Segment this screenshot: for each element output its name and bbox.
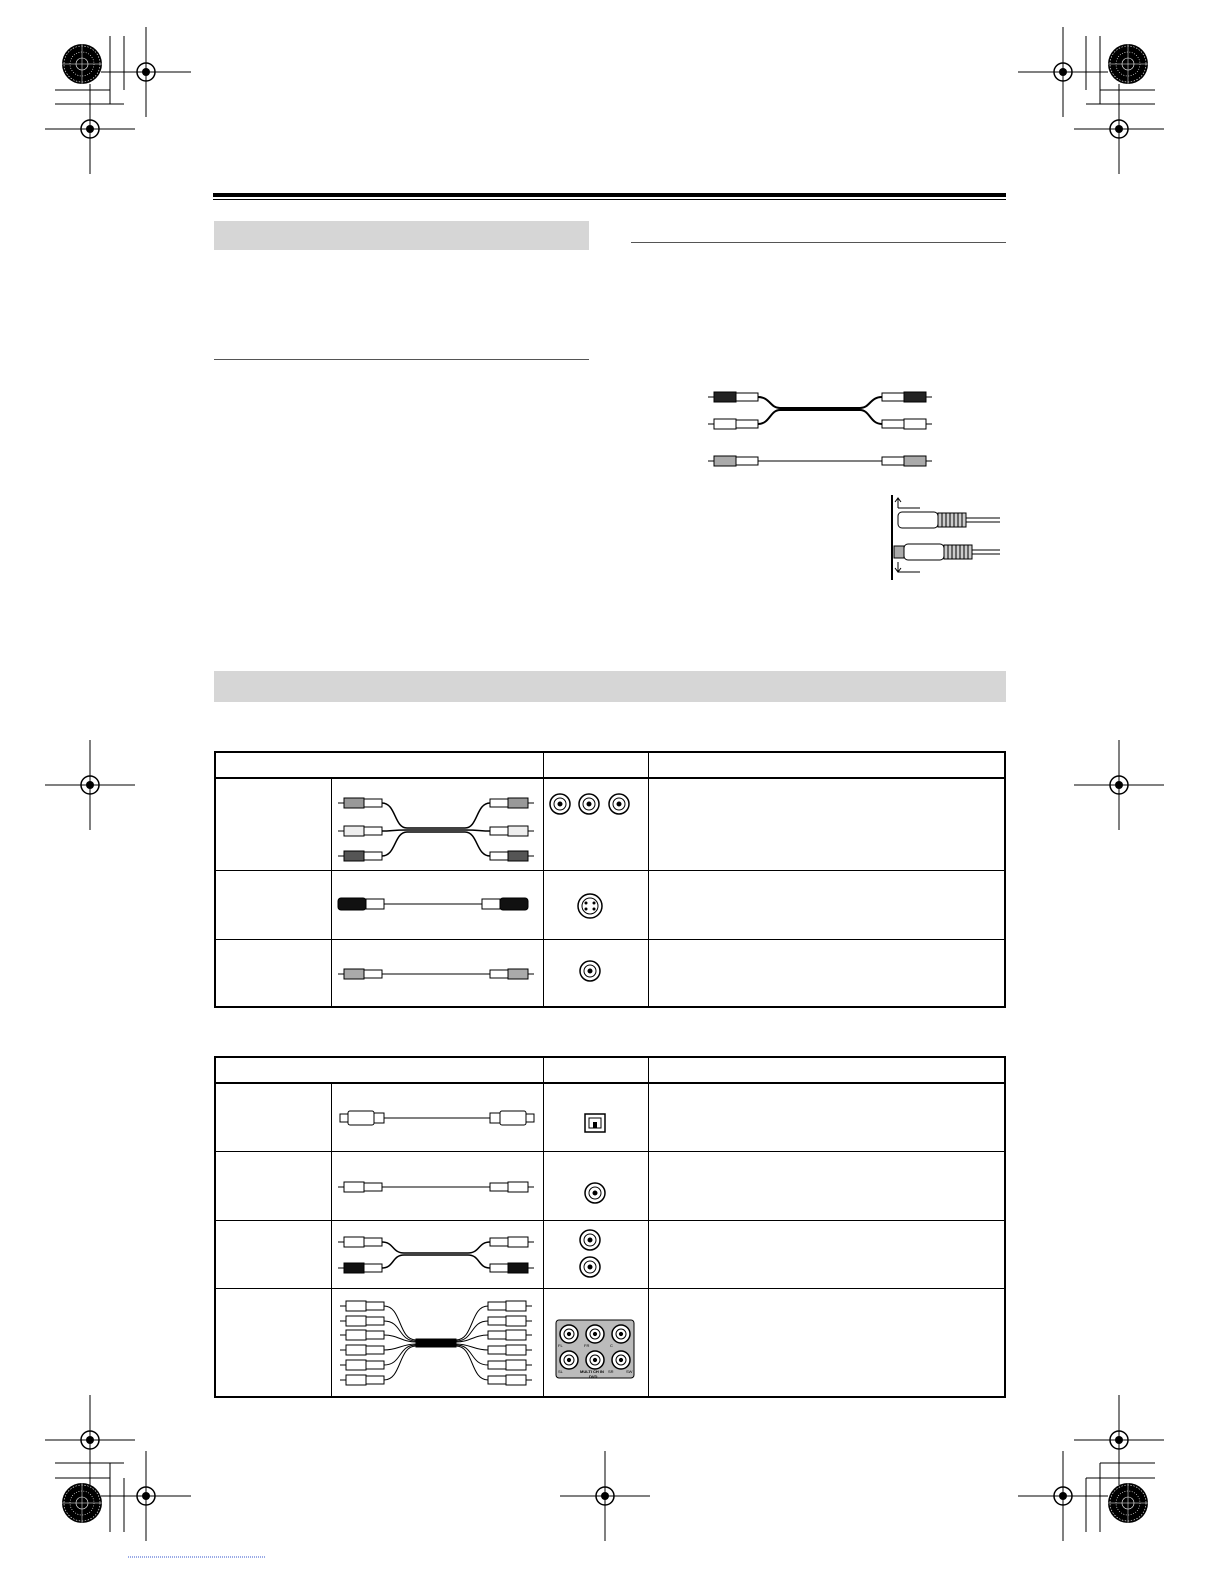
- audio-table-header-jack: [544, 1057, 649, 1083]
- subsection-rule-left: [214, 359, 589, 360]
- plug-insertion-illustration: [880, 490, 1004, 586]
- header-rule: [213, 193, 1006, 197]
- description-cell: [649, 1083, 1006, 1151]
- jack-cell: [544, 1083, 649, 1151]
- composite-jack-icon: [544, 940, 648, 1006]
- row-label-cell: [215, 1220, 332, 1288]
- table-row: [215, 778, 1005, 870]
- cable-cell: [332, 1288, 544, 1397]
- table-row: [215, 1220, 1005, 1288]
- component-video-cable-icon: [332, 779, 543, 869]
- jack-label-fl: FL: [558, 1342, 563, 1348]
- description-cell: [649, 939, 1006, 1007]
- audio-table-header-cable: [215, 1057, 544, 1083]
- coaxial-jack-icon: [544, 1152, 648, 1219]
- cable-cell: [332, 1220, 544, 1288]
- description-cell: [649, 870, 1006, 939]
- cable-cell: [332, 778, 544, 870]
- jack-label-sw: SW: [626, 1368, 633, 1374]
- multich-caption: MULTI CH IN: [580, 1368, 604, 1374]
- jack-label-sl: SL: [558, 1368, 563, 1374]
- row-label-cell: [215, 870, 332, 939]
- video-connection-table: [214, 751, 1006, 1008]
- connection-types-heading-bar: [214, 671, 1006, 702]
- stereo-jacks-icon: [544, 1221, 648, 1287]
- table-row: [215, 1083, 1005, 1151]
- multichannel-cable-icon: [332, 1289, 543, 1396]
- composite-video-cable-icon: [332, 940, 543, 1006]
- coaxial-cable-icon: [332, 1152, 543, 1219]
- description-cell: [649, 1288, 1006, 1397]
- table-row: [215, 1151, 1005, 1220]
- table-row: [215, 939, 1005, 1007]
- jack-label-c: C: [610, 1342, 613, 1348]
- jack-label-fr: FR: [584, 1342, 590, 1348]
- s-video-cable-icon: [332, 871, 543, 938]
- row-label-cell: [215, 939, 332, 1007]
- description-cell: [649, 1220, 1006, 1288]
- stereo-audio-cable-icon: [332, 1221, 543, 1287]
- audio-table-header-description: [649, 1057, 1006, 1083]
- table-row: [215, 870, 1005, 939]
- jack-cell: [544, 778, 649, 870]
- video-table-header-description: [649, 752, 1006, 778]
- video-table-header-cable: [215, 752, 544, 778]
- multichannel-jacks-icon: [544, 1289, 648, 1396]
- cable-cell: [332, 870, 544, 939]
- table-row: [215, 1288, 1005, 1397]
- row-label-cell: [215, 1288, 332, 1397]
- description-cell: [649, 778, 1006, 870]
- audio-connection-table: [214, 1056, 1006, 1398]
- cable-cell: [332, 939, 544, 1007]
- cable-cell: [332, 1151, 544, 1220]
- s-video-jack-icon: [544, 871, 648, 938]
- cable-cell: [332, 1083, 544, 1151]
- row-label-cell: [215, 1083, 332, 1151]
- row-label-cell: [215, 1151, 332, 1220]
- jack-cell: [544, 1288, 649, 1397]
- optical-cable-icon: [332, 1084, 543, 1150]
- optical-jack-icon: [544, 1084, 648, 1150]
- row-label-cell: [215, 778, 332, 870]
- component-jacks-icon: [544, 779, 648, 869]
- jack-label-sr: SR: [608, 1368, 614, 1374]
- jack-cell: [544, 1151, 649, 1220]
- section-heading-bar: [214, 221, 589, 250]
- subsection-rule-right: [631, 242, 1006, 243]
- description-cell: [649, 1151, 1006, 1220]
- jack-cell: [544, 939, 649, 1007]
- multich-sub-caption: DVD: [589, 1373, 598, 1379]
- jack-cell: [544, 1220, 649, 1288]
- av-cable-illustration: [700, 384, 940, 474]
- jack-cell: [544, 870, 649, 939]
- header-rule-thin: [213, 199, 1006, 200]
- video-table-header-jack: [544, 752, 649, 778]
